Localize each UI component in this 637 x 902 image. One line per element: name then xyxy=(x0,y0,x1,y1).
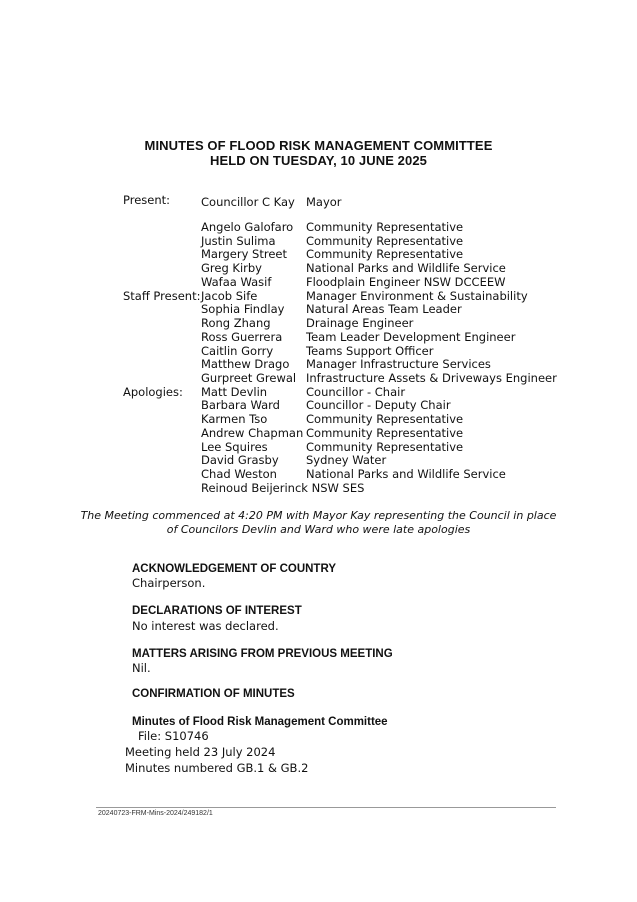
footer-reference: 20240723-FRM-Mins-2024/249182/1 xyxy=(98,810,213,817)
file-reference: File: S10746 xyxy=(138,729,209,743)
meeting-note-line: of Councilors Devlin and Ward who were late apologies xyxy=(166,523,471,536)
attendee-name: Sophia Findlay xyxy=(201,302,285,316)
staff-present-label: Staff Present: xyxy=(123,289,201,303)
attendee-role: Infrastructure Assets & Driveways Engineer xyxy=(306,371,557,385)
attendee-role: National Parks and Wildlife Service xyxy=(306,467,506,481)
attendee-role: Teams Support Officer xyxy=(306,344,434,358)
footer-divider xyxy=(96,807,556,808)
declarations-heading: DECLARATIONS OF INTEREST xyxy=(132,605,302,617)
attendee-name: Greg Kirby xyxy=(201,261,262,275)
page-title: MINUTES OF FLOOD RISK MANAGEMENT COMMITTEE xyxy=(144,138,493,153)
confirmation-heading: CONFIRMATION OF MINUTES xyxy=(132,688,295,700)
attendee-role: National Parks and Wildlife Service xyxy=(306,261,506,275)
attendee-role: Manager Infrastructure Services xyxy=(306,357,491,371)
attendee-role: Drainage Engineer xyxy=(306,316,414,330)
acknowledgement-text: Chairperson. xyxy=(132,576,206,590)
attendee-name: Barbara Ward xyxy=(201,398,280,412)
attendee-name: Lee Squires xyxy=(201,440,268,454)
attendee-name: Ross Guerrera xyxy=(201,330,283,344)
apologies-label: Apologies: xyxy=(123,385,183,399)
attendee-name: Jacob Sife xyxy=(201,289,258,303)
meeting-held-line: Meeting held 23 July 2024 xyxy=(125,745,276,759)
attendee-name: Caitlin Gorry xyxy=(201,344,274,358)
attendee-name: Rong Zhang xyxy=(201,316,271,330)
attendee-name: Karmen Tso xyxy=(201,412,268,426)
attendee-name: Reinoud Beijerinck NSW SES xyxy=(201,481,365,495)
attendee-name: Gurpreet Grewal xyxy=(201,371,297,385)
attendee-name: Councillor C Kay xyxy=(201,195,295,209)
attendee-name: Wafaa Wasif xyxy=(201,275,272,289)
attendee-role: Community Representative xyxy=(306,440,464,454)
attendee-role: Community Representative xyxy=(306,220,464,234)
minutes-numbered-line: Minutes numbered GB.1 & GB.2 xyxy=(125,761,309,775)
attendee-role: Community Representative xyxy=(306,412,464,426)
attendee-name: David Grasby xyxy=(201,453,279,467)
matters-heading: MATTERS ARISING FROM PREVIOUS MEETING xyxy=(132,648,393,660)
attendee-role: Community Representative xyxy=(306,234,464,248)
attendee-role: Mayor xyxy=(306,195,342,209)
attendee-name: Margery Street xyxy=(201,247,288,261)
attendee-role: Community Representative xyxy=(306,426,464,440)
attendee-name: Matt Devlin xyxy=(201,385,268,399)
minutes-item-heading: Minutes of Flood Risk Management Committee xyxy=(132,716,388,728)
attendee-name: Andrew Chapman xyxy=(201,426,304,440)
declarations-text: No interest was declared. xyxy=(132,619,279,633)
attendee-role: Manager Environment & Sustainability xyxy=(306,289,528,303)
attendee-name: Justin Sulima xyxy=(201,234,276,248)
page-subtitle: HELD ON TUESDAY, 10 JUNE 2025 xyxy=(210,153,427,168)
attendee-name: Chad Weston xyxy=(201,467,277,481)
attendee-role: Team Leader Development Engineer xyxy=(306,330,516,344)
matters-text: Nil. xyxy=(132,661,151,675)
attendee-name: Matthew Drago xyxy=(201,357,290,371)
attendee-role: Councillor - Deputy Chair xyxy=(306,398,451,412)
attendee-role: Floodplain Engineer NSW DCCEEW xyxy=(306,275,506,289)
meeting-note-line: The Meeting commenced at 4:20 PM with Mayor Kay representing the Council in place xyxy=(80,509,557,522)
attendee-role: Natural Areas Team Leader xyxy=(306,302,462,316)
attendee-role: Councillor - Chair xyxy=(306,385,406,399)
attendee-role: Sydney Water xyxy=(306,453,387,467)
acknowledgement-heading: ACKNOWLEDGEMENT OF COUNTRY xyxy=(132,563,337,575)
present-label: Present: xyxy=(123,193,171,207)
attendee-role: Community Representative xyxy=(306,247,464,261)
attendee-name: Angelo Galofaro xyxy=(201,220,294,234)
